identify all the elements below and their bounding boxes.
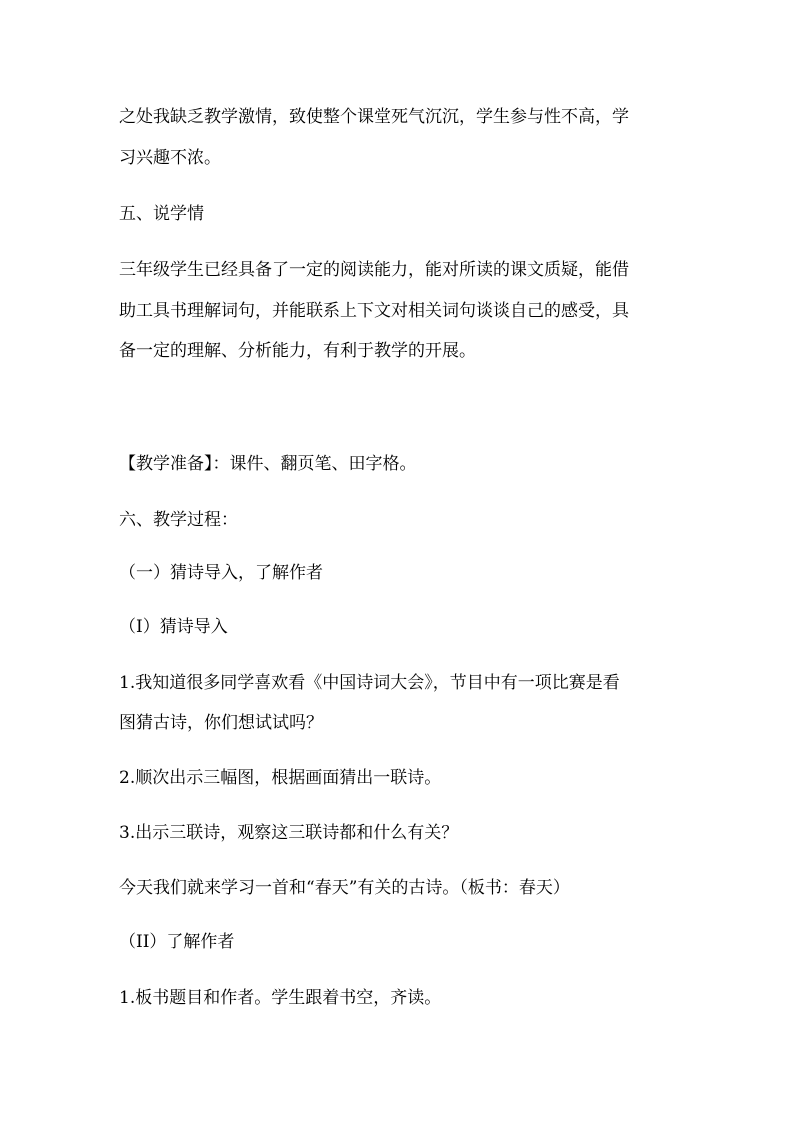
paragraph-line: 习兴趣不浓。	[119, 148, 221, 168]
section-heading: 五、说学情	[119, 204, 204, 224]
paragraph-line: 助工具书理解词句，并能联系上下文对相关词句谈谈自己的感受，具	[119, 301, 629, 321]
paragraph-line: 3.出示三联诗，观察这三联诗都和什么有关？	[119, 823, 459, 843]
subsection-heading: （I）猜诗导入	[119, 617, 228, 637]
paragraph-line: 备一定的理解、分析能力，有利于教学的开展。	[119, 341, 476, 361]
paragraph-line: 1.板书题目和作者。学生跟着书空，齐读。	[119, 988, 442, 1008]
paragraph-line: 2.顺次出示三幅图，根据画面猜出一联诗。	[119, 768, 442, 788]
subsection-heading: （II）了解作者	[119, 932, 235, 952]
section-heading: 六、教学过程：	[119, 510, 238, 530]
paragraph-line: 今天我们就来学习一首和“春天”有关的古诗。（板书：春天）	[119, 878, 570, 898]
paragraph-line: 【教学准备】：课件、翻页笔、田字格。	[119, 454, 417, 474]
paragraph-line: 三年级学生已经具备了一定的阅读能力，能对所读的课文质疑，能借	[119, 260, 629, 280]
paragraph-line: 1.我知道很多同学喜欢看《中国诗词大会》，节目中有一项比赛是看	[119, 673, 620, 693]
paragraph-line: 之处我缺乏教学激情，致使整个课堂死气沉沉，学生参与性不高，学	[119, 107, 629, 127]
subsection-heading: （一）猜诗导入，了解作者	[119, 563, 323, 583]
paragraph-line: 图猜古诗，你们想试试吗？	[119, 713, 323, 733]
